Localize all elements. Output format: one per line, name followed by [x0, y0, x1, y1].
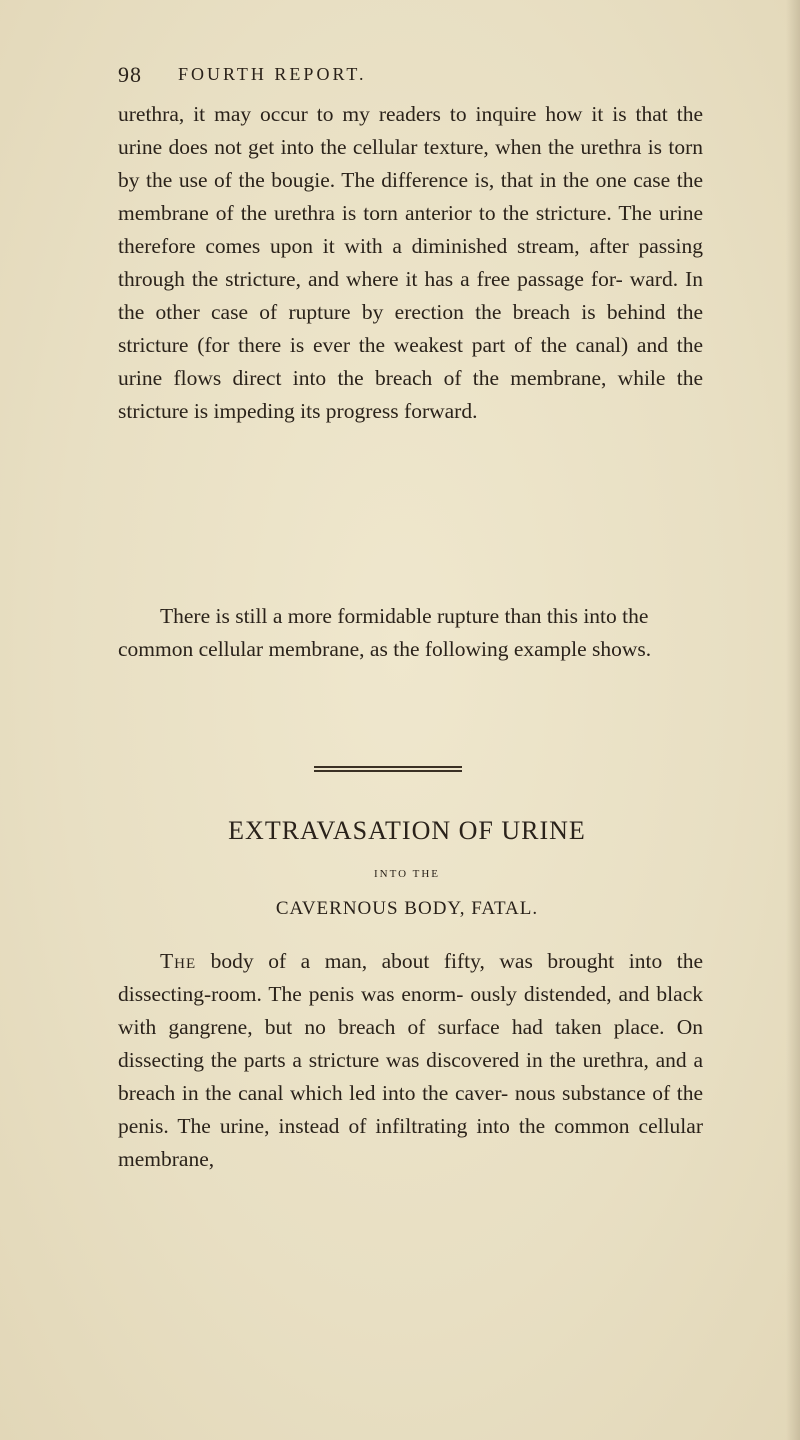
page-number: 98 — [118, 62, 142, 87]
running-title: FOURTH REPORT. — [178, 64, 367, 84]
section-subtitle: CAVERNOUS BODY, FATAL. — [275, 898, 539, 919]
paragraph-3 — [118, 945, 703, 1176]
paragraph-1: urethra, it may occur to my readers to inquire how it is that the urine does not get into the cellular texture, when the urethra is torn by the use of the bougie. The difference is, that in the one case the membrane of the urethra is torn anterior to the stricture. The urine therefore comes upon it with a diminished stream, after passing through the stricture, and where it has a free passage for- ward. In the other case of rupture by erection the breach is behind the stricture (for there is ever the weakest part of the canal) and the urine flows direct into the breach of the membrane, while the stricture is impeding its progress forward. — [118, 102, 703, 423]
paragraph-3-text: body of a man, about fifty, was brought into the dissecting-room. The penis was enorm- ously distended, and black with gangrene, but no breach of surface had taken place. On dissecting the parts a stricture was discovered in the urethra, and a breach in the canal which led into the caver- nous substance of the penis. The urine, instead of infiltrating into the common cellular membrane, — [118, 949, 704, 1171]
page-edge-shadow — [786, 0, 800, 1440]
divider-rule-top — [314, 766, 462, 768]
paragraph-2-text: There is still a more formidable rupture than this into the common cellular membrane, as the following example shows. — [118, 604, 652, 661]
divider-rule-bottom — [314, 770, 462, 772]
paragraph-3-lead-word: The — [160, 949, 197, 973]
paragraph-2 — [118, 600, 703, 666]
section-title: EXTRAVASATION OF URINE — [228, 816, 586, 845]
section-connector: INTO THE — [373, 868, 440, 880]
running-head — [118, 62, 698, 94]
section-divider — [314, 766, 462, 773]
